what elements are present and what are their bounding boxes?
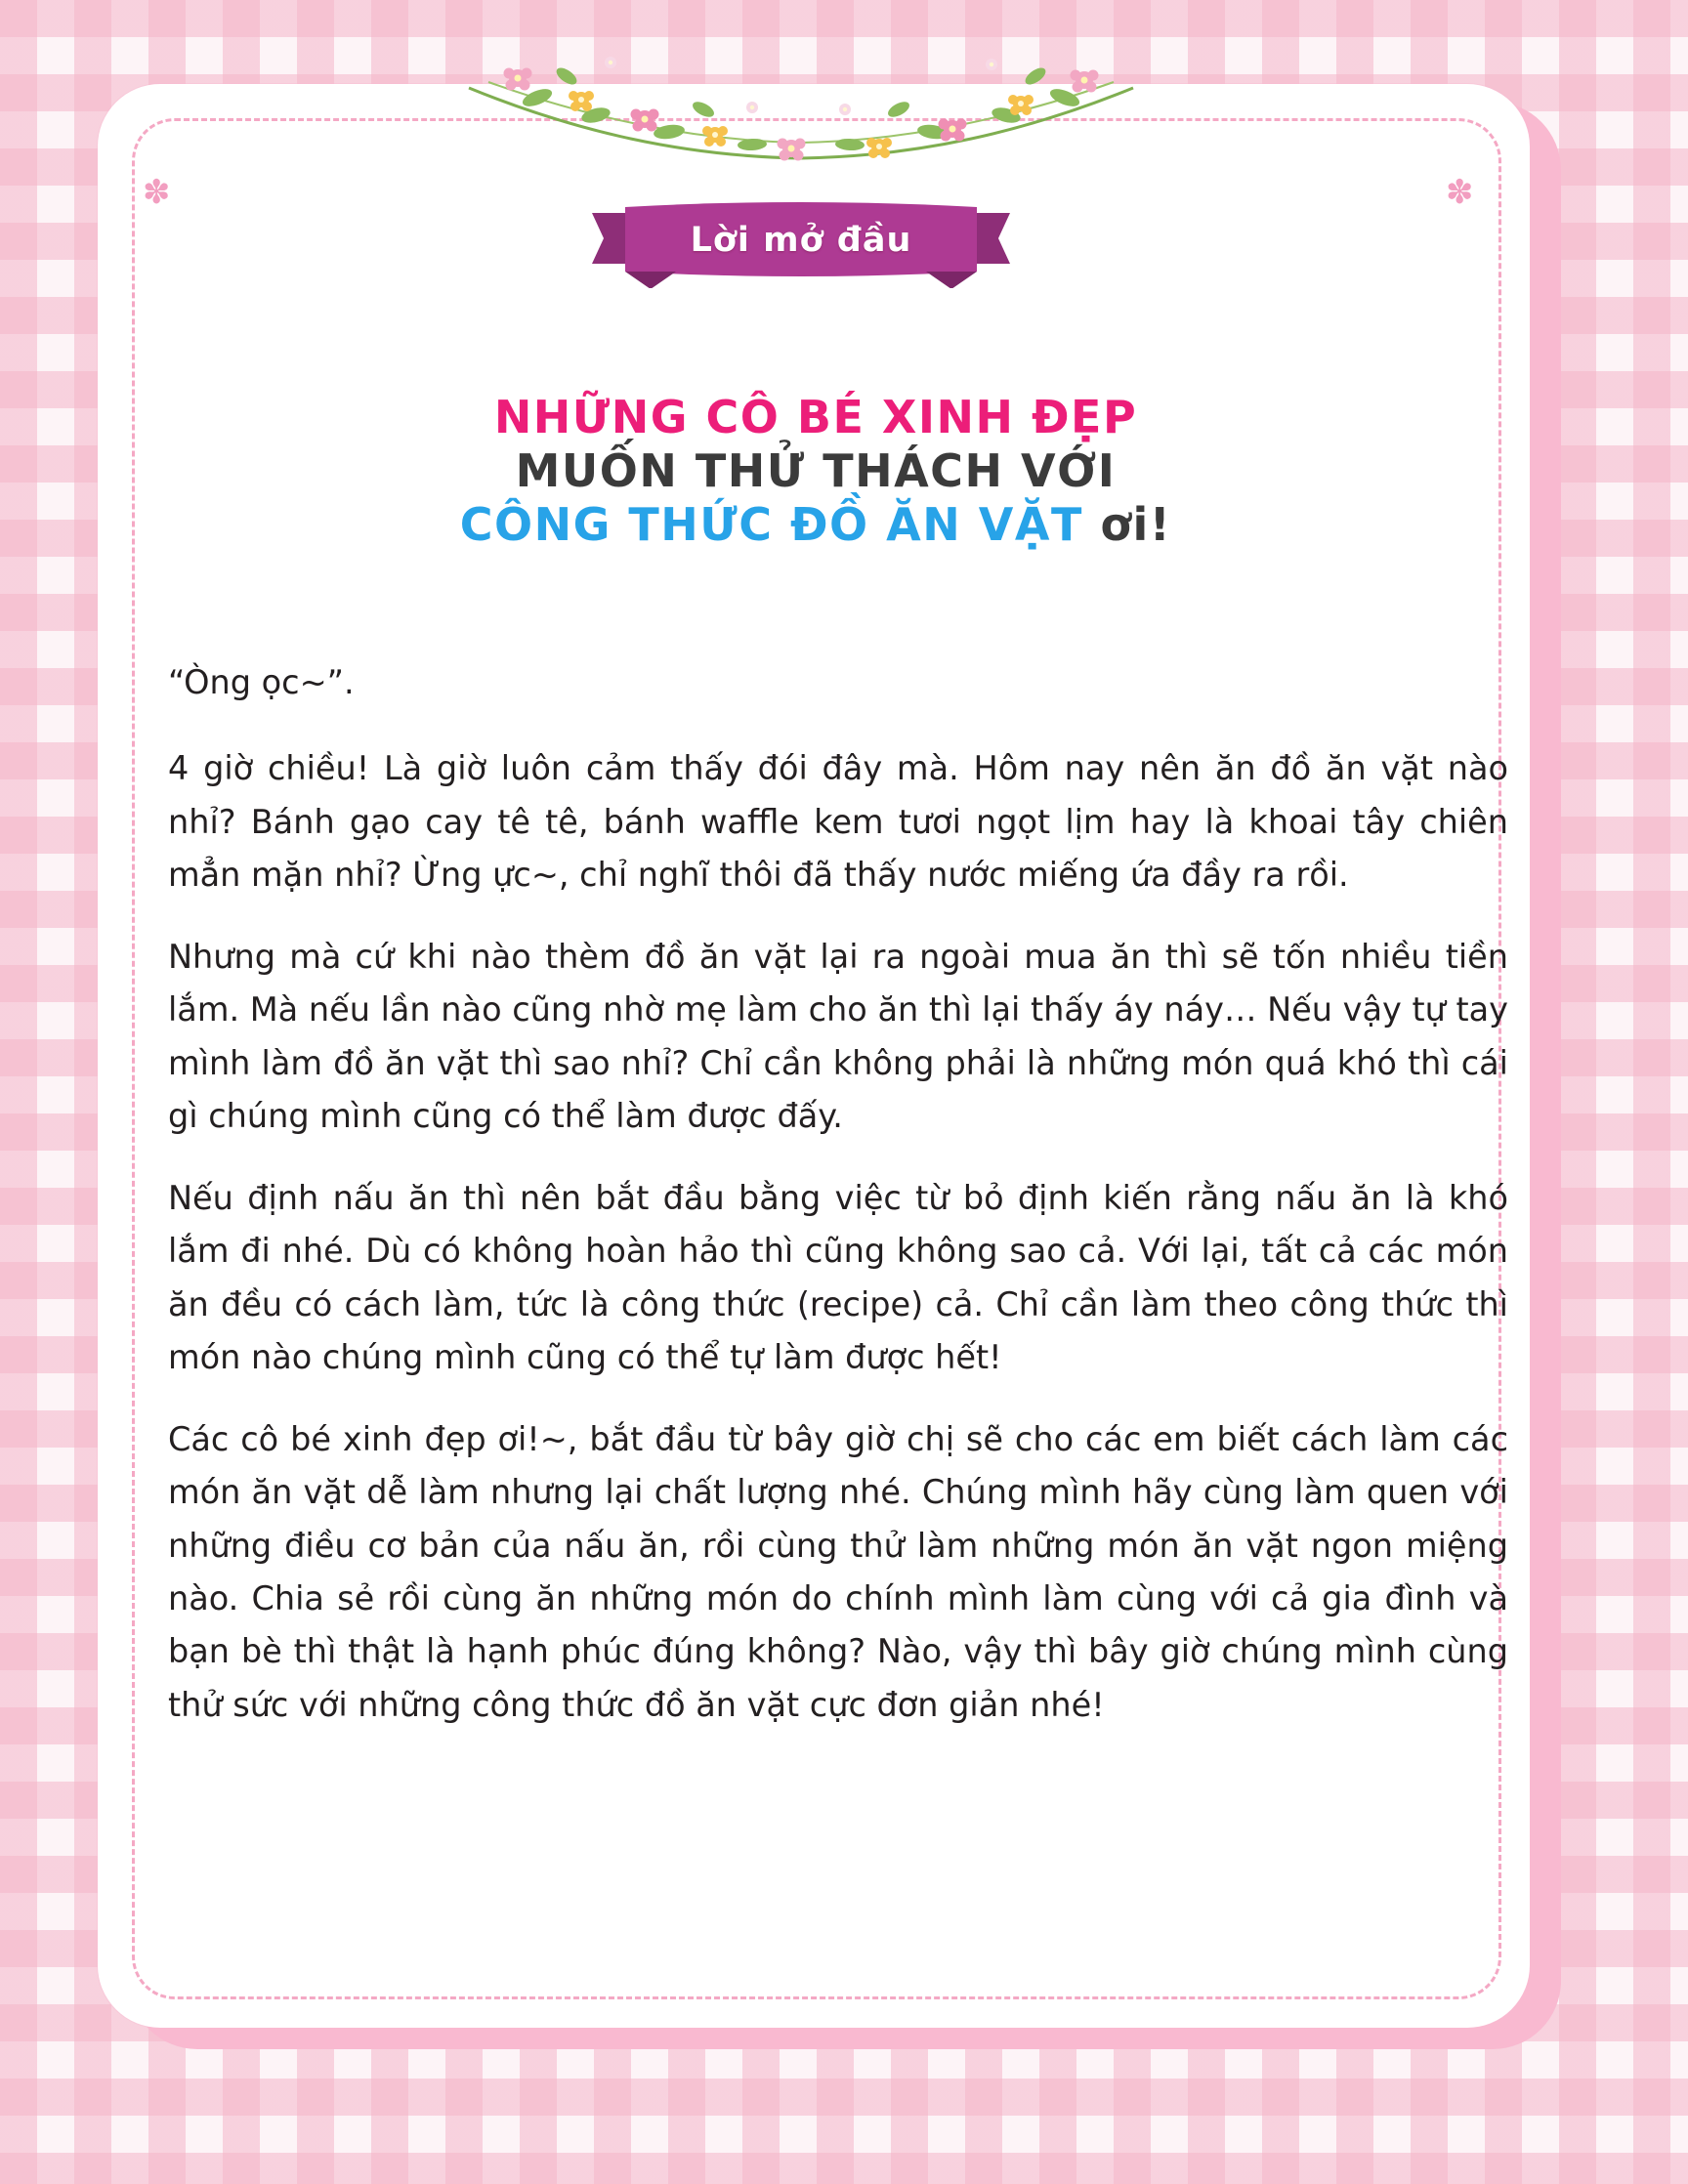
paragraph: Nhưng mà cứ khi nào thèm đồ ăn vặt lại ra ngoài mua ăn thì sẽ tốn nhiều tiền lắm. Mà nếu lần nào cũng nhờ mẹ làm cho ăn thì lại thấy áy náy… Nếu vậy tự tay mình làm đồ ăn vặt thì sao nhỉ? Chỉ cần không phải là những món quá khó thì cái gì chúng mình cũng có thể làm được đấy. xyxy=(168,938,1508,1135)
section-banner xyxy=(586,195,1016,288)
title-line-3-rest: ơi! xyxy=(1082,498,1172,552)
paragraph: “Òng ọc~”. xyxy=(168,663,355,701)
flower-sparkle-icon: ✽ xyxy=(143,173,171,212)
title-line-3-highlight: CÔNG THỨC ĐỒ ĂN VẶT xyxy=(459,498,1083,552)
banner-label: Lời mở đầu xyxy=(690,220,912,260)
page-title xyxy=(166,391,1465,553)
title-line-2: MUỐN THỬ THÁCH VỚI xyxy=(515,444,1117,498)
title-line-1: NHỮNG CÔ BÉ XINH ĐẸP xyxy=(493,391,1138,443)
floral-garland-icon xyxy=(459,39,1143,195)
flower-sparkle-icon: ✽ xyxy=(1446,173,1474,212)
paragraph: Nếu định nấu ăn thì nên bắt đầu bằng việc từ bỏ định kiến rằng nấu ăn là khó lắm đi nhé. Dù có không hoàn hảo thì cũng không sao cả. Với lại, tất cả các món ăn đều có cách làm, tức là công thức (recipe) cả. Chỉ cần làm theo công thức thì món nào chúng mình cũng có thể tự làm được hết! xyxy=(168,1179,1508,1376)
body-text xyxy=(168,656,1508,1732)
paragraph: Các cô bé xinh đẹp ơi!~, bắt đầu từ bây giờ chị sẽ cho các em biết cách làm các món ăn vặt dễ làm nhưng lại chất lượng nhé. Chúng mình hãy cùng làm quen với những điều cơ bản của nấu ăn, rồi cùng thử làm những món ăn vặt ngon miệng nào. Chia sẻ rồi cùng ăn những món do chính mình làm cùng với cả gia đình và bạn bè thì thật là hạnh phúc đúng không? Nào, vậy thì bây giờ chúng mình cùng thử sức với những công thức đồ ăn vặt cực đơn giản nhé! xyxy=(168,1420,1508,1724)
title-line-3 xyxy=(166,498,1465,552)
paragraph: 4 giờ chiều! Là giờ luôn cảm thấy đói đây mà. Hôm nay nên ăn đồ ăn vặt nào nhỉ? Bánh gạo cay tê tê, bánh waffle kem tươi ngọt lịm hay là khoai tây chiên mẳn mặn nhỉ? Ừng ực~, chỉ nghĩ thôi đã thấy nước miếng ứa đầy ra rồi. xyxy=(168,749,1508,894)
